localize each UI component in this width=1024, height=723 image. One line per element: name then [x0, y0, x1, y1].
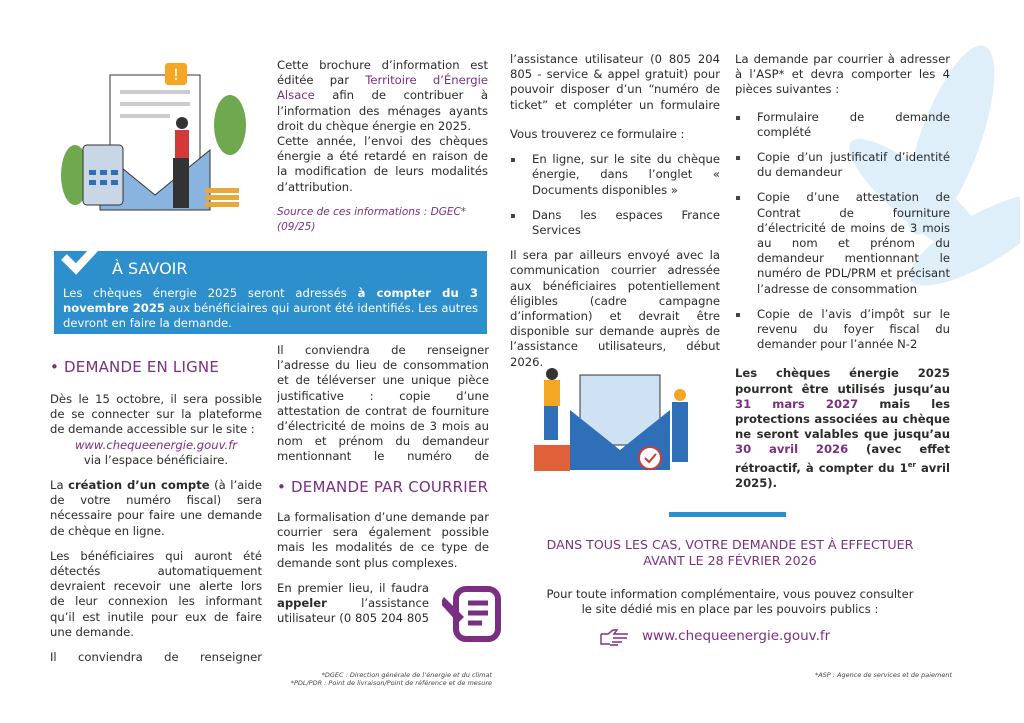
- creation-compte: création d’un compte: [68, 478, 210, 493]
- deadline-heading: [530, 537, 930, 569]
- validite-d: avril 2025).: [735, 460, 950, 490]
- svg-text:!: !: [172, 65, 180, 84]
- website-link[interactable]: [600, 628, 830, 646]
- formulaire-list: [510, 152, 720, 238]
- a-savoir-text: Les chèques énergie 2025 seront adressés: [63, 286, 358, 300]
- a-savoir-title: À SAVOIR: [112, 259, 188, 278]
- column-1: [50, 358, 262, 676]
- website-url[interactable]: www.chequeenergie.gouv.fr: [642, 628, 831, 645]
- divider-bar: [669, 512, 786, 517]
- courrier-p3: Vous trouverez ce formulaire :: [510, 127, 685, 141]
- column-3: [510, 52, 720, 380]
- courrier-p4: Il sera par ailleurs envoyé avec la communication courrier adressée aux bénéficiaires potentiellement éligibles (cadre campagne d’information) et devrait être disponible sur demande auprès de l’assistance utilisateurs, début 2026.: [510, 248, 720, 369]
- courrier-p5: La demande par courrier à adresser à l’ASP* et devra comporter les 4 pièces suivantes :: [735, 52, 950, 97]
- deadline-line2: AVANT LE 28 FÉVRIER 2026: [643, 553, 817, 568]
- intro-text: [277, 58, 488, 245]
- courrier-p1: La formalisation d’une demande par courrier sera également possible mais les modalités de ce type de demande sont plus complexes.: [277, 510, 489, 570]
- validite-c: (avec effet rétroactif, à compter du 1: [735, 442, 950, 475]
- superscript: er: [907, 460, 916, 469]
- courrier-p2-cont: l’assistance utilisateur (0 805 204 805 - service & appel gratuit) pour pouvoir disposer d’un “numéro de ticket” et compléter un formulaire: [510, 52, 720, 112]
- footnote-pdl: *PDL/PDR : Point de livraison/Point de référence et de mesure: [290, 679, 492, 687]
- en-ligne-p4: Il conviendra de renseigner: [50, 650, 262, 665]
- pointing-hand-icon: [600, 628, 630, 646]
- list-item: Copie d’une attestation de Contrat de fourniture d’électricité de moins de 3 mois au nom et prénom du demandeur mentionnant le numéro de PDL/PRM et précisant l’adresse de consommation: [735, 190, 950, 296]
- source-note: Source de ces informations : DGEC* (09/25): [277, 205, 467, 234]
- a-savoir-text-end: aux bénéficiaires qui auront été identifiés. Les autres devront en faire la demande.: [63, 301, 478, 331]
- mail-illustration: [530, 360, 710, 475]
- list-item: Formulaire de demande complété: [735, 110, 950, 140]
- org-name: Territoire d’Énergie Alsace: [277, 73, 488, 103]
- a-savoir-box: [54, 251, 487, 334]
- en-ligne-p2: La: [50, 478, 69, 493]
- list-item: Copie d’un justificatif d’identité du demandeur: [735, 150, 950, 180]
- intro-p1: Cette brochure d’information est éditée par: [277, 58, 488, 88]
- footnotes-left: [290, 671, 492, 687]
- heading-en-ligne: • DEMANDE EN LIGNE: [50, 358, 220, 376]
- list-item: En ligne, sur le site du chèque énergie, dans l’onglet « Documents disponibles »: [510, 152, 720, 198]
- en-ligne-p2-end: (à l’aide de votre numéro fiscal) sera nécessaire pour faire une demande de chèque en ligne.: [50, 478, 263, 538]
- courrier-p2: En premier lieu, il faudra: [277, 580, 429, 595]
- intro-p1-end: afin de contribuer à l’information des ménages ayants droit du chèque énergie en 2025.: [277, 88, 488, 133]
- validite-b: mais les protections associées au chèque ne seront valables que jusqu’au: [735, 396, 950, 442]
- a-savoir-date: à compter du 3 novembre 2025: [63, 286, 478, 316]
- date-30-avril: 30 avril 2026: [735, 442, 849, 457]
- footnote-dgec: *DGEC : Direction générale de l’énergie et du climat: [321, 671, 492, 679]
- list-item: Dans les espaces France Services: [510, 208, 720, 238]
- site-link[interactable]: www.chequeenergie.gouv.fr: [74, 437, 238, 452]
- footnote-asp: *ASP : Agence de services et de paiement: [814, 671, 952, 679]
- intro-p2: Cette année, l’envoi des chèques énergie a été retardé en raison de la modification de leurs modalités d’attribution.: [277, 134, 488, 194]
- date-31-mars: 31 mars 2027: [735, 396, 859, 411]
- heading-courrier: • DEMANDE PAR COURRIER: [277, 478, 489, 496]
- list-item: Copie de l’avis d’impôt sur le revenu du foyer fiscal du demander pour l’année N-2: [735, 307, 950, 353]
- deadline-line1: DANS TOUS LES CAS, VOTRE DEMANDE EST À EFFECTUER: [546, 537, 914, 552]
- pieces-list: [735, 110, 950, 353]
- en-ligne-p4-cont: Il conviendra de renseigner l’adresse du lieu de consommation et de téléverser une unique pièce justificative : copie d’une attestation de contrat de fourniture d’électricité de moins de 3 mois au nom et prénom du demandeur mentionnant le numéro de: [277, 343, 489, 464]
- form-icon: [442, 585, 502, 643]
- validite-text: [735, 366, 950, 490]
- en-ligne-p1: Dès le 15 octobre, il sera possible de se connecter sur la plateforme de demande accessible sur le site :: [50, 392, 262, 437]
- appeler: appeler: [277, 596, 327, 611]
- column-4: [735, 52, 950, 501]
- checkmark-icon: [60, 239, 104, 275]
- validite-a: Les chèques énergie 2025 pourront être utilisés jusqu’au: [735, 366, 950, 396]
- courrier-p2-end: l’assistance utilisateur (0 805 204 805: [277, 596, 429, 626]
- via-espace: via l’espace bénéficiaire.: [83, 452, 229, 467]
- info-text: Pour toute information complémentaire, vous pouvez consulter le site dédié mis en place par les pouvoirs publics :: [546, 587, 914, 617]
- brochure-illustration: [55, 55, 255, 220]
- en-ligne-p3: Les bénéficiaires qui auront été détectés automatiquement devraient recevoir une alerte lors de leur connexion les informant qu’il est inutile pour eux de faire une demande.: [50, 548, 262, 639]
